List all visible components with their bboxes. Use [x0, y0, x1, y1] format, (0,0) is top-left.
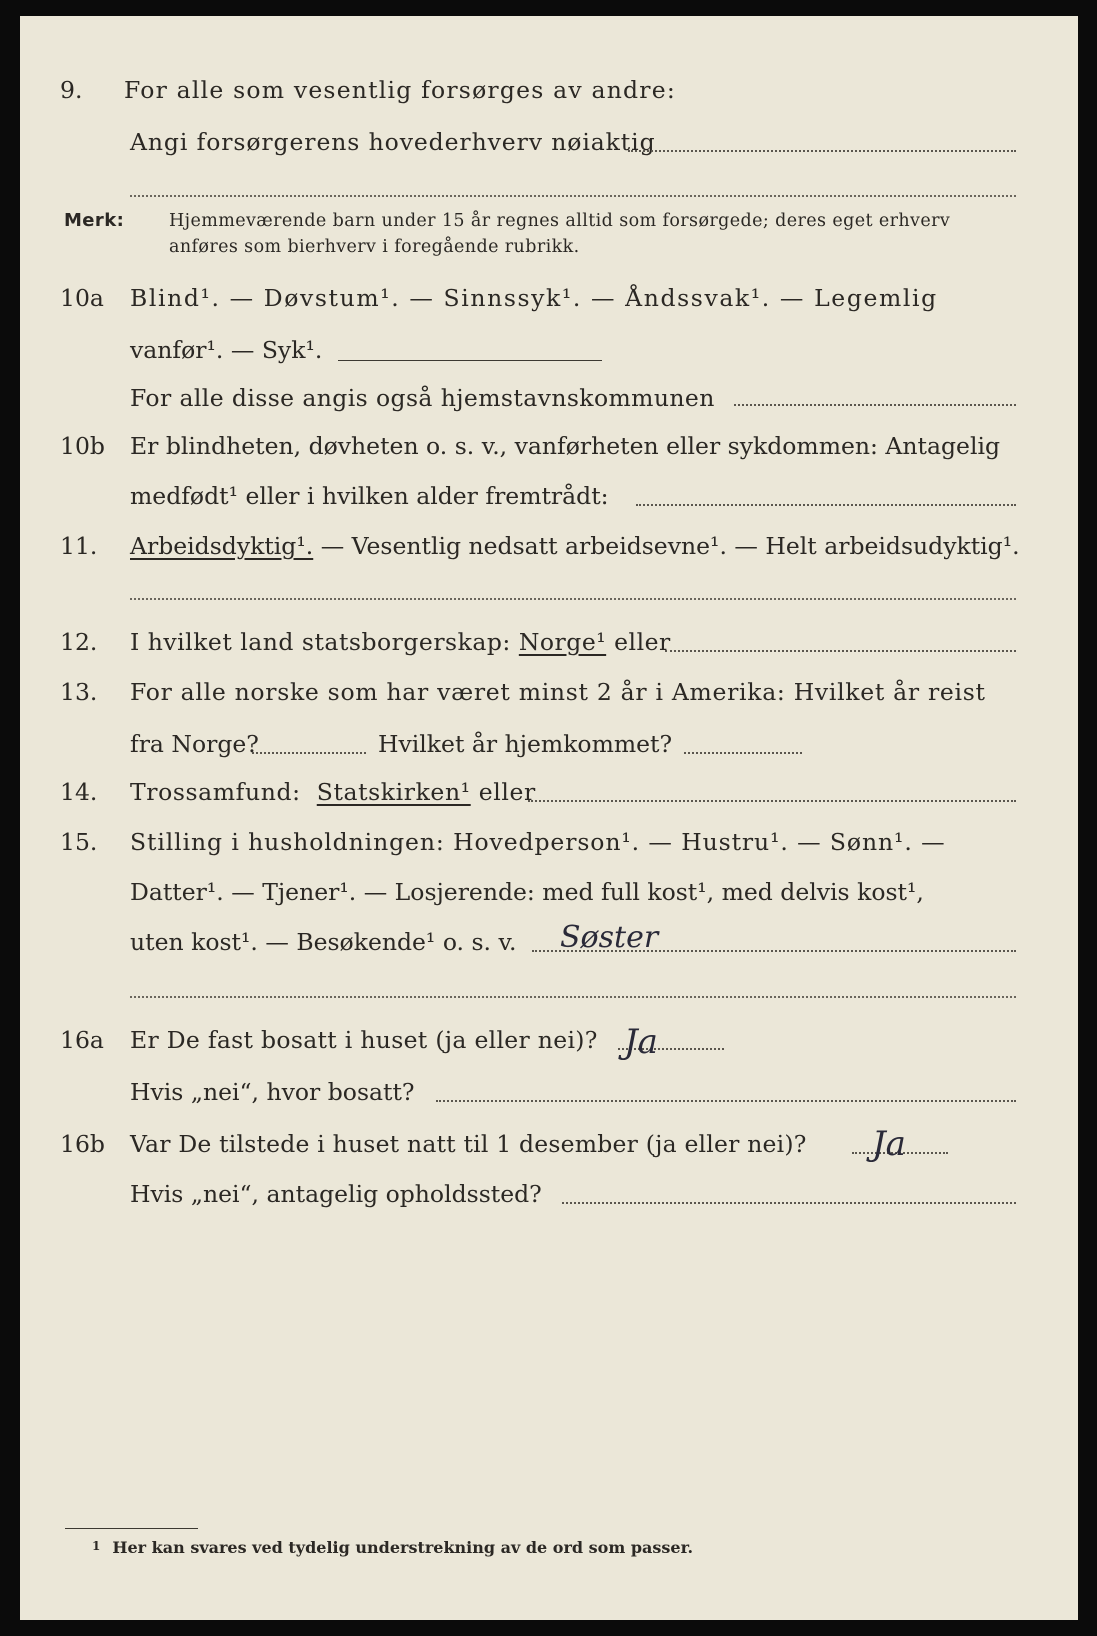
q10a-options-2: vanfør¹. — Syk¹. [130, 336, 323, 364]
q16a-line-2 [20, 1072, 1078, 1112]
q10a-hjemstavn-field[interactable] [734, 404, 1016, 406]
q14-selected-option[interactable]: Statskirken¹ [316, 778, 471, 806]
merk-text-1: Hjemmeværende barn under 15 år regnes alltid som forsørgede; deres eget erhverv [169, 211, 951, 231]
q16a-line-1 [20, 1020, 1078, 1060]
q14-prefix: Trossamfund: [130, 778, 301, 806]
q11-line [20, 526, 1078, 566]
q9-number: 9. [60, 76, 83, 104]
q10b-number: 10b [60, 432, 105, 460]
q12-question [130, 622, 671, 662]
q14-line [20, 772, 1078, 812]
q10b-line-2 [20, 476, 1078, 516]
q16b-prompt: Hvis „nei“, antagelig opholdssted? [130, 1180, 542, 1208]
q16a-number: 16a [60, 1026, 104, 1054]
q13-right-field[interactable] [684, 752, 802, 754]
q12-line [20, 622, 1078, 662]
q10a-line-2 [20, 330, 1078, 370]
q10b-question: Er blindheten, døvheten o. s. v., vanførheten eller sykdommen: Antagelig [130, 432, 1001, 460]
q12-suffix: eller [614, 628, 671, 656]
q13-line-2 [20, 724, 1078, 764]
census-form-page [20, 16, 1078, 1620]
footnote-mark: 1 [92, 1539, 101, 1553]
q9-line-2 [20, 122, 1078, 162]
q14-suffix: eller [478, 778, 536, 806]
q15-options-2: Datter¹. — Tjener¹. — Losjerende: med full kost¹, med delvis kost¹, [130, 878, 924, 906]
q11-continuation-field[interactable] [130, 598, 1016, 600]
q12-prefix: I hvilket land statsborgerskap: [130, 628, 511, 656]
q11-selected-option[interactable]: Arbeidsdyktig¹. [130, 532, 314, 560]
q9-question: For alle som vesentlig forsørges av andre: [124, 76, 676, 104]
q13-left-prompt: fra Norge? [130, 730, 259, 758]
footnote-rule [65, 1528, 198, 1529]
q16b-handwritten-answer: Ja [872, 1124, 906, 1164]
q16a-residence-field[interactable] [436, 1100, 1016, 1102]
q9-answer-field[interactable] [628, 150, 1016, 152]
q16b-question: Var De tilstede i huset natt til 1 desember (ja eller nei)? [130, 1130, 807, 1158]
q15-continuation-field[interactable] [130, 996, 1016, 998]
q15-line-2 [20, 872, 1078, 912]
q15-number: 15. [60, 828, 98, 856]
q12-number: 12. [60, 628, 98, 656]
q11-options [130, 526, 1020, 566]
q16b-location-field[interactable] [562, 1202, 1016, 1204]
q16b-line-1 [20, 1124, 1078, 1164]
q15-options-3: uten kost¹. — Besøkende¹ o. s. v. [130, 928, 517, 956]
q16a-prompt: Hvis „nei“, hvor bosatt? [130, 1078, 415, 1106]
q10b-prompt: medfødt¹ eller i hvilken alder fremtrådt: [130, 482, 609, 510]
q11-other-options: — Vesentlig nedsatt arbeidsevne¹. — Helt arbeidsudyktig¹. [313, 532, 1020, 560]
q16a-question: Er De fast bosatt i huset (ja eller nei)? [130, 1026, 598, 1054]
q16b-line-2 [20, 1174, 1078, 1214]
q12-answer-field[interactable] [665, 650, 1016, 652]
q13-question: For alle norske som har været minst 2 år i Amerika: Hvilket år reist [130, 678, 986, 706]
footnote [92, 1538, 693, 1557]
q10a-answer-field[interactable] [338, 360, 602, 361]
q14-answer-field[interactable] [528, 800, 1016, 802]
q11-number: 11. [60, 532, 98, 560]
q10b-line-1 [20, 426, 1078, 466]
merk-text-2: anføres som bierhverv i foregående rubrikk. [169, 237, 580, 257]
q13-left-field[interactable] [252, 752, 366, 754]
q9-prompt: Angi forsørgerens hovederhverv nøiaktig [130, 128, 656, 156]
q12-selected-option[interactable]: Norge¹ [518, 628, 607, 656]
q16a-handwritten-answer: Ja [624, 1022, 658, 1062]
q15-options-1: Stilling i husholdningen: Hovedperson¹. — Hustru¹. — Sønn¹. — [130, 828, 946, 856]
q13-right-prompt: Hvilket år hjemkommet? [378, 730, 673, 758]
q10a-line-1 [20, 278, 1078, 318]
merk-label: Merk: [64, 210, 125, 231]
q9-line-1 [20, 70, 1078, 110]
footnote-text: Her kan svares ved tydelig understrekning av de ord som passer. [112, 1538, 694, 1557]
merk-line-1 [64, 208, 124, 234]
q10b-answer-field[interactable] [636, 504, 1016, 506]
q15-line-1 [20, 822, 1078, 862]
q14-number: 14. [60, 778, 98, 806]
q10a-hjemstavn-prompt: For alle disse angis også hjemstavnskommunen [130, 384, 715, 412]
q13-line-1 [20, 672, 1078, 712]
q15-handwritten-answer: Søster [560, 920, 659, 955]
q10a-options: Blind¹. — Døvstum¹. — Sinnssyk¹. — Åndssvak¹. — Legemlig [130, 284, 938, 312]
q13-number: 13. [60, 678, 98, 706]
q10a-line-3 [20, 378, 1078, 418]
q14-question [130, 772, 536, 812]
q16b-number: 16b [60, 1130, 105, 1158]
q10a-number: 10a [60, 284, 104, 312]
q15-line-3 [20, 922, 1078, 962]
q9-continuation-field[interactable] [130, 195, 1016, 197]
